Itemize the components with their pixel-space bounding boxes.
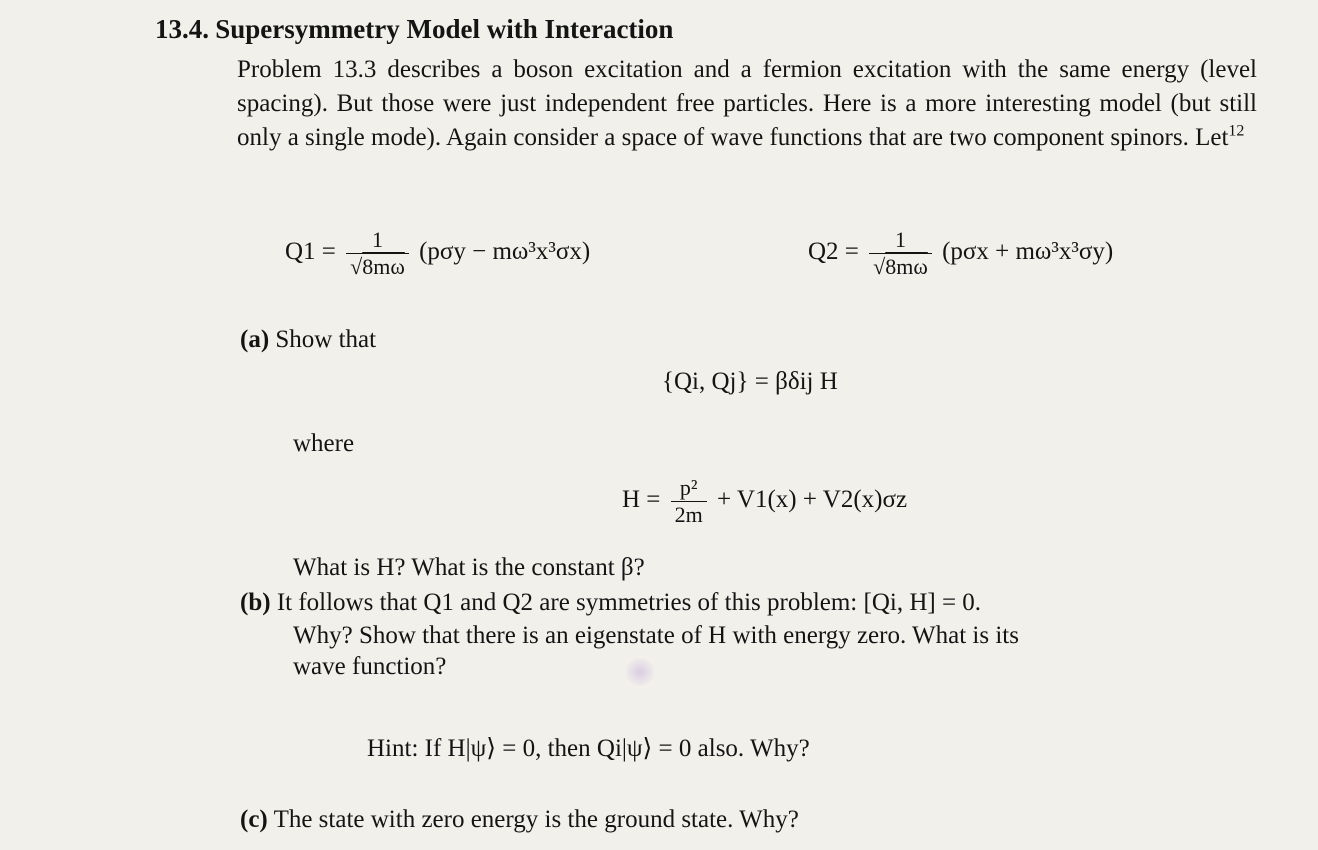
part-b-line1: It follows that Q1 and Q2 are symmetries of this problem: [Qi, H] = 0.: [276, 589, 982, 616]
q2-denominator: √8mω: [873, 254, 928, 279]
section-number: 13.4.: [155, 14, 209, 44]
h-numerator: p²: [671, 475, 707, 502]
h-rhs: + V1(x) + V2(x)σz: [717, 486, 908, 514]
part-c-text: The state with zero energy is the ground state. Why?: [273, 806, 799, 833]
section-heading: [155, 14, 673, 45]
part-b-line2: Why? Show that there is an eigenstate of H with energy zero. What is its: [293, 622, 1019, 649]
sqrt-icon: √: [873, 254, 886, 279]
h-fraction: [671, 475, 707, 528]
part-a-question: What is H? What is the constant β?: [293, 554, 645, 581]
q2-lhs: Q2 =: [808, 238, 859, 266]
part-c: [240, 806, 799, 834]
q1-numerator: 1: [346, 227, 409, 254]
h-denominator: 2m: [674, 502, 703, 527]
hint-text: Hint: If H|ψ⟩ = 0, then Qi|ψ⟩ = 0 also. Why?: [367, 735, 810, 762]
part-a: [240, 326, 376, 354]
part-b-line3: wave function?: [293, 653, 447, 680]
q1-fraction: [346, 227, 409, 280]
part-b: [240, 589, 981, 617]
where-text: where: [293, 430, 355, 457]
sqrt-icon: √: [350, 254, 363, 279]
part-c-label: (c): [240, 806, 268, 833]
part-a-text: Show that: [275, 326, 377, 353]
q2-rhs: (pσx + mω³x³σy): [942, 238, 1114, 266]
q1-rhs: (pσy − mω³x³σx): [419, 238, 591, 266]
anticommutator-equation: {Qi, Qj} = βδij H: [662, 368, 838, 395]
intro-text: Problem 13.3 describes a boson excitation and a fermion excitation with the same energy (level spacing). But those were just independent free particles. Here is a more interesting model (but still only a single mode). Again consider a space of wave functions that are two component spinors. Let: [237, 56, 1257, 151]
part-a-label: (a): [240, 326, 270, 353]
footnote-marker: 12: [1228, 122, 1245, 140]
q2-equation: [808, 227, 1113, 280]
q2-fraction: [869, 227, 932, 280]
intro-paragraph: [237, 53, 1257, 155]
q2-numerator: 1: [869, 227, 932, 254]
h-lhs: H =: [622, 486, 661, 514]
q1-equation: [285, 227, 590, 280]
q1-lhs: Q1 =: [285, 238, 336, 266]
q1-denominator: √8mω: [350, 254, 405, 279]
section-title: Supersymmetry Model with Interaction: [215, 14, 674, 44]
hamiltonian-equation: [622, 475, 907, 528]
part-b-label: (b): [240, 589, 271, 616]
